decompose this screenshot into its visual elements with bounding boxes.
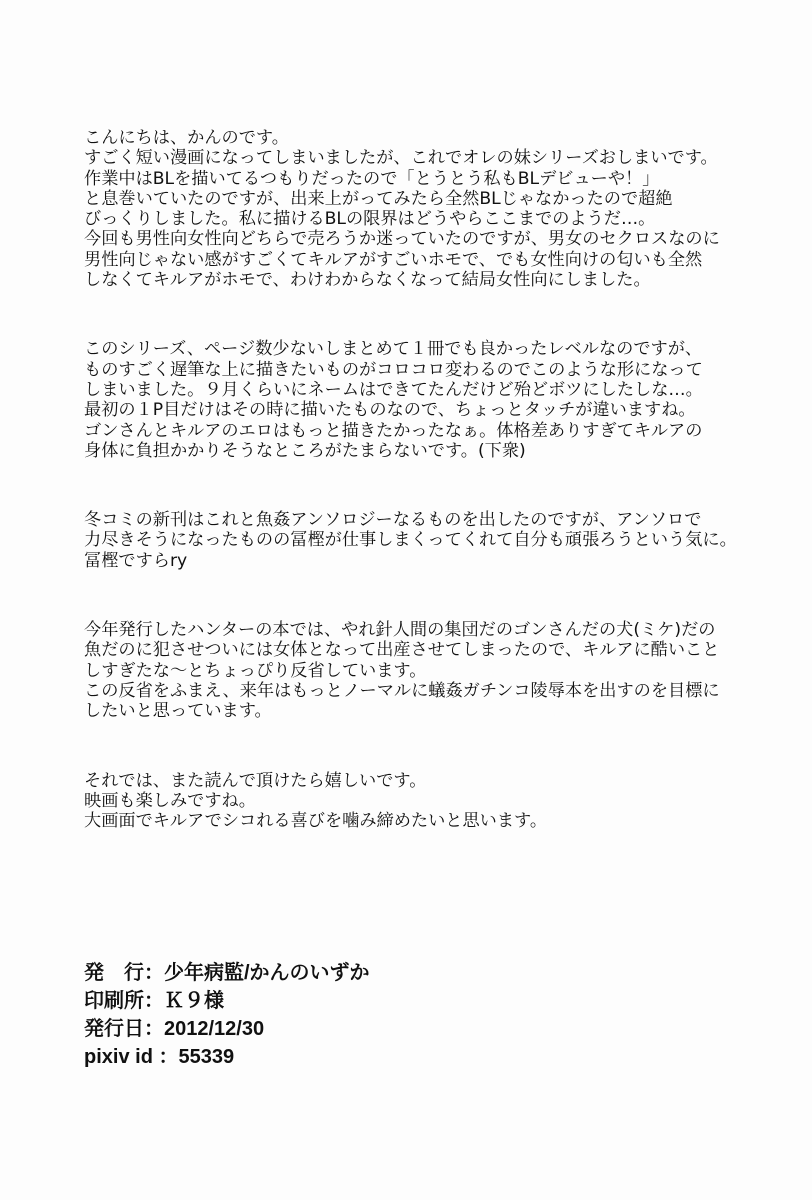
text-line: と息巻いていたのですが、出来上がってみたら全然BLじゃなかったので超絶 [84,188,673,209]
text-line: すごく短い漫画になってしまいましたが、これでオレの妹シリーズおしまいです。 [84,148,718,169]
colophon-date [84,1012,584,1040]
text-line: 大画面でキルアでシコれる喜びを噛み締めたいと思います。 [84,811,548,832]
pixiv-label: pixiv id ： [84,1046,179,1068]
text-line: この反省をふまえ、来年はもっとノーマルに蟻姦ガチンコ陵辱本を出すのを目標に [84,680,720,701]
publisher-label: 発 行： [84,962,164,984]
afterword-paragraph-4 [84,620,796,721]
afterword-paragraph-5 [84,771,796,832]
afterword-text [84,128,796,831]
date-label: 発行日： [84,1018,164,1040]
colophon-pixiv [84,1040,584,1068]
text-line: 今回も男性向女性向どちらで売ろうか迷っていたのですが、男女のセクロスなのに [84,229,720,250]
text-line: しなくてキルアがホモで、わけわからなくなって結局女性向にしました。 [84,270,651,291]
text-line: ものすごく遅筆な上に描きたいものがコロコロ変わるのでこのような形になって [84,359,703,380]
colophon-printer [84,984,584,1012]
afterword-paragraph-3 [84,510,796,571]
text-line: 映画も楽しみですね。 [84,790,256,811]
text-line: 冨樫ですらry [84,550,188,571]
text-line: しまいました。９月くらいにネームはできてたんだけど殆どボツにしたしな…。 [84,379,703,400]
printer-label: 印刷所： [84,990,164,1012]
pixiv-value: 55339 [178,1046,235,1068]
publisher-value: 少年病監/かんのいずか [164,962,370,984]
text-line: 今年発行したハンターの本では、やれ針人間の集団だのゴンさんだの犬(ミケ)だの [84,620,716,641]
text-line: それでは、また読んで頂けたら嬉しいです。 [84,770,427,791]
colophon-publisher [84,956,584,984]
text-line: 冬コミの新刊はこれと魚姦アンソロジーなるものを出したのですが、アンソロで [84,510,702,531]
text-line: したいと思っています。 [84,701,272,722]
text-line: 身体に負担かかりそうなところがたまらないです。(下衆) [84,440,526,461]
colophon [84,956,584,1068]
date-value: 2012/12/30 [164,1018,265,1040]
afterword-paragraph-2 [84,339,796,461]
text-line: びっくりしました。私に描けるBLの限界はどうやらここまでのようだ…。 [84,209,656,230]
text-line: しすぎたな～とちょっぴり反省しています。 [84,660,427,681]
text-line: こんにちは、かんのです。 [84,128,289,148]
text-line: 最初の１P目だけはその時に描いたものなので、ちょっとタッチが違いますね。 [84,400,696,421]
printer-value: Ｋ９様 [164,990,224,1012]
text-line: ゴンさんとキルアのエロはもっと描きたかったなぁ。体格差ありすぎてキルアの [84,420,703,441]
text-line: 魚だのに犯させついには女体となって出産させてしまったので、キルアに酷いこと [84,640,720,661]
text-line: 力尽きそうになったものの冨樫が仕事しまくってくれて自分も頑張ろうという気に。 [84,530,737,551]
text-line: このシリーズ、ページ数少ないしまとめて１冊でも良かったレベルなのですが、 [84,339,703,360]
afterword-paragraph-1 [84,128,796,290]
text-line: 作業中はBLを描いてるつもりだったので「とうとう私もBLデビューや！」 [84,168,660,189]
text-line: 男性向じゃない感がすごくてキルアがすごいホモで、でも女性向けの匂いも全然 [84,249,703,270]
